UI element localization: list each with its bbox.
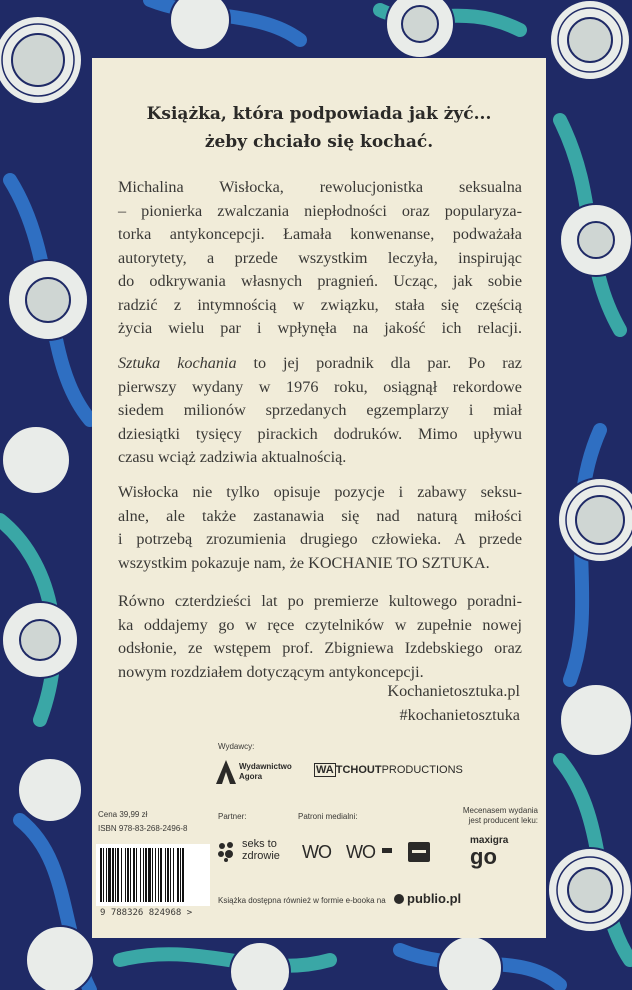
media-logo-2: WO bbox=[346, 842, 375, 862]
text-line bbox=[118, 352, 522, 376]
text-line: torka antykoncepcji. Łamała konwenanse, podważała bbox=[118, 225, 522, 243]
agora-logo bbox=[239, 762, 292, 782]
text-line: – pionierka zwalczania niepłodności oraz popularyza- bbox=[118, 201, 522, 220]
text-line: życia wielu par i wpłynęła na jakość ich relacji. bbox=[118, 319, 522, 337]
headline-line-1: Książka, która podpowiada jak żyć... bbox=[146, 104, 492, 124]
text-line: siedem milionów sprzedanych egzemplarzy i miał bbox=[118, 401, 522, 419]
headline bbox=[92, 100, 546, 156]
paragraph-content bbox=[118, 481, 522, 575]
maxigra-logo-go: go bbox=[470, 844, 497, 869]
price: Cena 39,99 zł bbox=[98, 810, 148, 819]
text-fragment: to jej poradnik dla par. Po raz bbox=[236, 354, 522, 372]
publishers-label: Wydawcy: bbox=[218, 742, 255, 751]
sponsor-label bbox=[438, 806, 538, 826]
watchout-logo-suffix: PRODUCTIONS bbox=[381, 764, 463, 776]
maxigra-logo bbox=[470, 836, 508, 868]
hashtag: #kochanietosztuka bbox=[399, 705, 520, 724]
paragraph-intro bbox=[118, 176, 522, 341]
agora-logo-line-2: Agora bbox=[239, 772, 263, 781]
media-logo-1: WO bbox=[302, 842, 331, 862]
text-line: pierwszy wydany w 1976 roku, osiągnął rekordowe bbox=[118, 377, 522, 396]
agora-logo-line-1: Wydawnictwo bbox=[239, 762, 292, 771]
back-cover-panel bbox=[92, 58, 546, 938]
watchout-logo-text: TCHOUT bbox=[335, 764, 382, 776]
isbn-barcode bbox=[96, 844, 210, 906]
publio-brand[interactable]: publio.pl bbox=[407, 891, 462, 906]
agora-logo-icon bbox=[216, 760, 236, 784]
paragraph-edition bbox=[118, 590, 522, 684]
text-line: nowym rozdziałem dotyczącym antykoncepcji. bbox=[118, 662, 424, 681]
watchout-logo-box: WA bbox=[316, 764, 334, 776]
text-line: radzić z intymnością w związku, stała się częścią bbox=[118, 295, 522, 314]
text-line: wszystkim pokazuje nam, że KOCHANIE TO SZTUKA. bbox=[118, 553, 490, 572]
sponsor-label-line-2: jest producent leku: bbox=[468, 816, 538, 825]
seks-to-zdrowie-icon bbox=[216, 840, 238, 862]
watchout-logo bbox=[314, 764, 463, 776]
partner-logo-line-1: seks to bbox=[242, 838, 277, 850]
website-link[interactable]: Kochanietosztuka.pl bbox=[387, 682, 520, 700]
promo-links bbox=[387, 680, 520, 727]
text-line: Równo czterdzieści lat po premierze kultowego poradni- bbox=[118, 592, 522, 610]
publio-icon bbox=[394, 894, 404, 904]
maxigra-logo-top: maxigra bbox=[470, 835, 509, 846]
partner-label: Partner: bbox=[218, 812, 247, 821]
headline-line-2: żeby chciało się kochać. bbox=[204, 132, 434, 152]
isbn: ISBN 978-83-268-2496-8 bbox=[98, 824, 188, 833]
text-line: alne, ale także zastanawia się nad naturą miłości bbox=[118, 506, 522, 525]
paragraph-book bbox=[118, 352, 522, 470]
text-line: czasu wciąż zadziwia aktualnością. bbox=[118, 448, 347, 466]
text-line: do odkrywania własnych pragnień. Ucząc, jak sobie bbox=[118, 272, 522, 290]
barcode-digits: 9 788326 824968 > bbox=[100, 908, 193, 918]
text-line: autorytety, a przede wszystkim leczyła, inspirując bbox=[118, 248, 522, 267]
text-line: odsłonie, ze wstępem prof. Zbigniewa Izdebskiego oraz bbox=[118, 639, 522, 657]
seks-to-zdrowie-logo bbox=[242, 838, 280, 862]
text-line: Wisłocka nie tylko opisuje pozycje i zabawy seksu- bbox=[118, 483, 522, 501]
media-logo-3-icon bbox=[408, 842, 430, 862]
sponsor-label-line-1: Mecenasem wydania bbox=[462, 806, 538, 815]
partner-logo-line-2: zdrowie bbox=[242, 850, 280, 862]
book-title: Sztuka kochania bbox=[118, 354, 237, 372]
ebook-note: Książka dostępna również w formie e-booka na bbox=[218, 896, 386, 905]
text-line: ka oddajemy go w ręce czytelników w zupełnie nowej bbox=[118, 615, 522, 634]
text-line: Michalina Wisłocka, rewolucjonistka seksualna bbox=[118, 178, 522, 196]
media-logo-2-mark bbox=[382, 848, 392, 853]
text-line: i potrzebą zrozumienia drugiego człowieka. A przede bbox=[118, 530, 522, 548]
media-patrons-label: Patroni medialni: bbox=[298, 812, 358, 821]
text-line: dziesiątki tysięcy pirackich dodruków. Mimo upływu bbox=[118, 424, 522, 443]
